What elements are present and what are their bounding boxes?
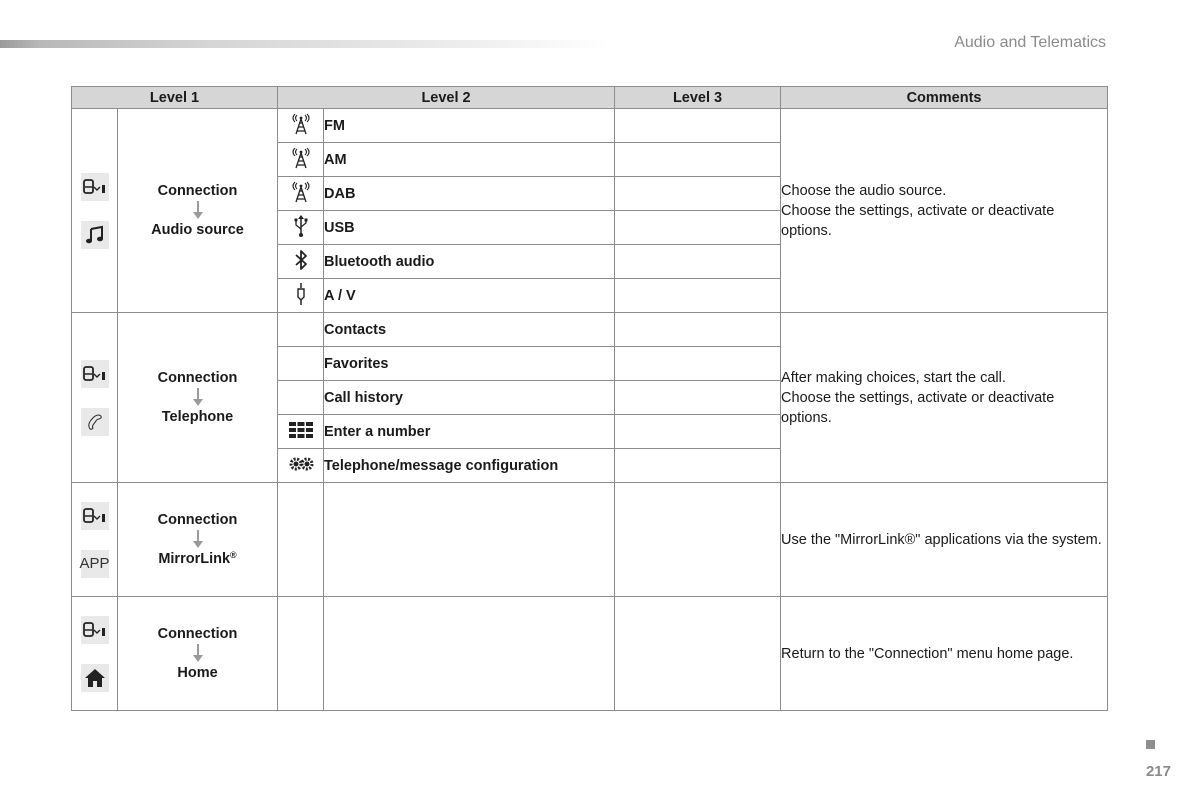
down-arrow-icon bbox=[118, 388, 277, 406]
level3-cell bbox=[615, 211, 781, 245]
table-row bbox=[72, 313, 1108, 347]
level2-label: DAB bbox=[324, 177, 615, 211]
home-icon bbox=[81, 664, 109, 692]
level2-icon-cell bbox=[278, 415, 324, 449]
level2-icon-cell bbox=[278, 279, 324, 313]
level2-label bbox=[324, 483, 615, 597]
level2-label: USB bbox=[324, 211, 615, 245]
level2-label: A / V bbox=[324, 279, 615, 313]
level1-from-label: Connection bbox=[157, 183, 238, 199]
level3-cell bbox=[615, 347, 781, 381]
page-number: 217 bbox=[1145, 763, 1171, 780]
comment-cell bbox=[781, 597, 1108, 711]
comment-line: Return to the "Connection" menu home page. bbox=[781, 645, 1074, 662]
level3-cell bbox=[615, 449, 781, 483]
level3-cell bbox=[615, 245, 781, 279]
keypad-icon bbox=[289, 422, 313, 438]
connection-icon bbox=[81, 360, 109, 388]
bluetooth-icon bbox=[294, 249, 308, 271]
level3-cell bbox=[615, 381, 781, 415]
down-arrow-icon bbox=[118, 201, 277, 219]
level1-cell bbox=[118, 109, 278, 313]
level2-icon-cell bbox=[278, 347, 324, 381]
level1-to-label: Telephone bbox=[161, 409, 234, 425]
level2-label: Call history bbox=[324, 381, 615, 415]
page-marker bbox=[1146, 740, 1155, 749]
level2-icon-cell bbox=[278, 381, 324, 415]
connection-icon bbox=[81, 173, 109, 201]
menu-table bbox=[71, 86, 1108, 711]
comment-line: Choose the settings, activate or deactivate options. bbox=[781, 389, 1055, 426]
level2-icon-cell bbox=[278, 449, 324, 483]
antenna-icon bbox=[290, 181, 312, 203]
comment-line: Use the "MirrorLink®" applications via the system. bbox=[781, 531, 1102, 548]
music-note-icon bbox=[81, 221, 109, 249]
level2-label: Telephone/message configuration bbox=[324, 449, 615, 483]
level3-cell bbox=[615, 597, 781, 711]
header-comments: Comments bbox=[781, 87, 1108, 109]
connection-icon bbox=[81, 616, 109, 644]
level2-label: Favorites bbox=[324, 347, 615, 381]
level1-from-label: Connection bbox=[157, 370, 238, 386]
connection-icon bbox=[81, 502, 109, 530]
table-row bbox=[72, 597, 1108, 711]
level2-icon-cell bbox=[278, 177, 324, 211]
registered-mark: ® bbox=[230, 550, 237, 560]
section-title: Audio and Telematics bbox=[954, 34, 1106, 51]
level2-icon-cell bbox=[278, 483, 324, 597]
level1-icons bbox=[72, 109, 118, 313]
level1-icons bbox=[72, 483, 118, 597]
level1-icons bbox=[72, 597, 118, 711]
settings-gears-icon bbox=[288, 456, 314, 472]
level3-cell bbox=[615, 143, 781, 177]
down-arrow-icon bbox=[118, 530, 277, 548]
level1-to-label: Home bbox=[177, 665, 218, 681]
level3-cell bbox=[615, 483, 781, 597]
level1-to-label: MirrorLink bbox=[158, 551, 231, 567]
comment-cell bbox=[781, 109, 1108, 313]
level3-cell bbox=[615, 177, 781, 211]
level2-label: AM bbox=[324, 143, 615, 177]
level2-icon-cell bbox=[278, 245, 324, 279]
level2-icon-cell bbox=[278, 109, 324, 143]
app-icon: APP bbox=[81, 550, 109, 578]
level2-icon-cell bbox=[278, 597, 324, 711]
level1-to-label: Audio source bbox=[151, 222, 244, 238]
level1-cell bbox=[118, 597, 278, 711]
level1-from-label: Connection bbox=[157, 512, 238, 528]
level1-cell bbox=[118, 483, 278, 597]
table-row bbox=[72, 483, 1108, 597]
comment-cell bbox=[781, 483, 1108, 597]
level3-cell bbox=[615, 313, 781, 347]
comment-line: Choose the settings, activate or deactivate options. bbox=[781, 202, 1055, 239]
antenna-icon bbox=[290, 147, 312, 169]
header-gradient-bar bbox=[0, 40, 610, 48]
header-level1: Level 1 bbox=[72, 87, 278, 109]
comment-cell bbox=[781, 313, 1108, 483]
phone-handset-icon bbox=[81, 408, 109, 436]
header-level3: Level 3 bbox=[615, 87, 781, 109]
level2-label: Enter a number bbox=[324, 415, 615, 449]
level3-cell bbox=[615, 279, 781, 313]
level1-icons bbox=[72, 313, 118, 483]
table-row bbox=[72, 109, 1108, 143]
level1-to-wrap bbox=[118, 551, 277, 567]
header-level2: Level 2 bbox=[278, 87, 615, 109]
table-header-row bbox=[72, 87, 1108, 109]
level3-cell bbox=[615, 415, 781, 449]
level2-icon-cell bbox=[278, 143, 324, 177]
level2-label: Contacts bbox=[324, 313, 615, 347]
level2-icon-cell bbox=[278, 313, 324, 347]
level2-label: Bluetooth audio bbox=[324, 245, 615, 279]
down-arrow-icon bbox=[118, 644, 277, 662]
level1-cell bbox=[118, 313, 278, 483]
level2-label bbox=[324, 597, 615, 711]
level1-from-label: Connection bbox=[157, 626, 238, 642]
comment-line: Choose the audio source. bbox=[781, 182, 947, 199]
antenna-icon bbox=[290, 113, 312, 135]
level3-cell bbox=[615, 109, 781, 143]
level2-icon-cell bbox=[278, 211, 324, 245]
level2-label: FM bbox=[324, 109, 615, 143]
jack-plug-icon bbox=[295, 282, 307, 306]
comment-line: After making choices, start the call. bbox=[781, 369, 1006, 386]
usb-icon bbox=[293, 214, 309, 238]
